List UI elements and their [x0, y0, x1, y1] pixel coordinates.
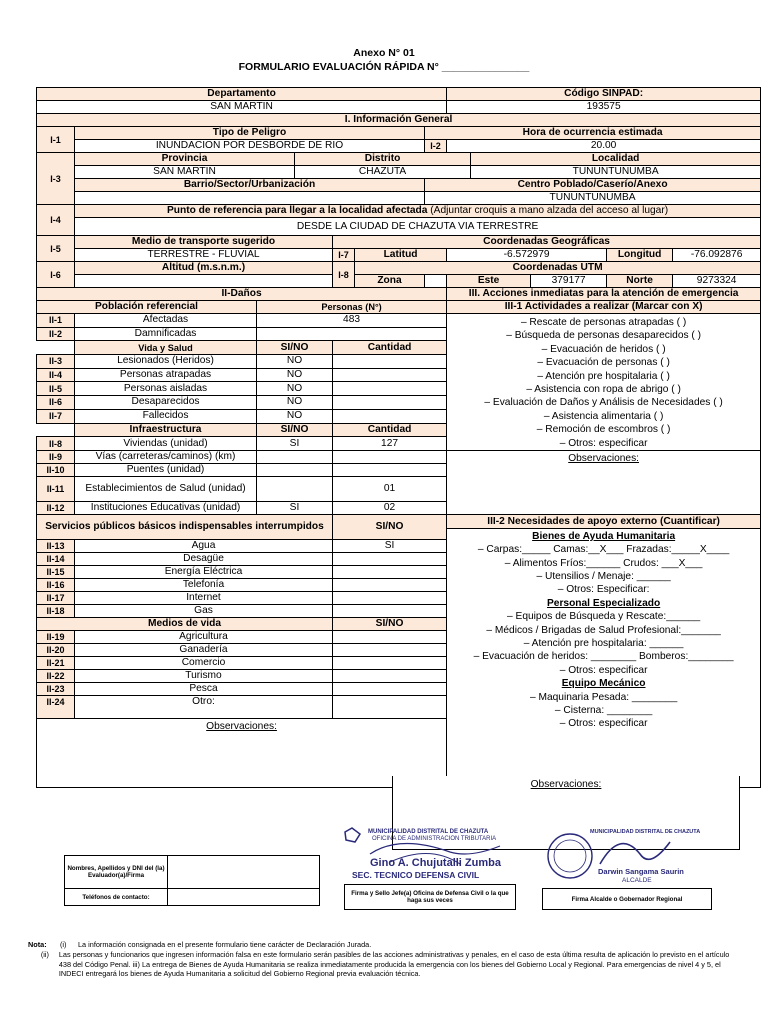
- nombres-label: Nombres, Apellidos y DNI del (la) Evaluador(a)/Firma: [65, 856, 168, 889]
- puentes-label: Puentes (unidad): [75, 463, 257, 476]
- vias-qty[interactable]: [333, 450, 447, 463]
- code-ii5: II-5: [37, 382, 75, 396]
- desaparecidos-sino[interactable]: NO: [257, 396, 333, 410]
- hora-value[interactable]: 20.00: [447, 140, 761, 153]
- salud-sino[interactable]: [257, 476, 333, 501]
- energia-sino[interactable]: [333, 565, 447, 578]
- atrapadas-label: Personas atrapadas: [75, 368, 257, 382]
- code-i7: I-7: [333, 249, 355, 262]
- desaparecidos-label: Desaparecidos: [75, 396, 257, 410]
- puentes-sino[interactable]: [257, 463, 333, 476]
- telefonia-sino[interactable]: [333, 578, 447, 591]
- action-item[interactable]: – Evacuación de personas ( ): [537, 357, 670, 369]
- observaciones-ii-label: Observaciones:: [206, 720, 277, 732]
- code-ii17: II-17: [37, 591, 75, 604]
- otro-label: Otro:: [75, 695, 333, 718]
- code-ii24: II-24: [37, 695, 75, 718]
- educativas-sino[interactable]: SI: [257, 501, 333, 514]
- vida-salud-label: Vida y Salud: [75, 341, 257, 355]
- bienes-carpas[interactable]: – Carpas:_____ Camas:__X___ Frazadas:_____X____: [477, 544, 730, 556]
- code-ii19: II-19: [37, 630, 75, 643]
- hora-label: Hora de ocurrencia estimada: [425, 127, 761, 140]
- este-value[interactable]: 379177: [531, 275, 607, 288]
- turismo-label: Turismo: [75, 669, 333, 682]
- stamp2-name: Darwin Sangama Saurin: [598, 867, 684, 876]
- zona-label: Zona: [355, 275, 425, 288]
- code-ii8: II-8: [37, 437, 75, 451]
- lesionados-qty[interactable]: [333, 355, 447, 369]
- distrito-value[interactable]: CHAZUTA: [295, 166, 471, 179]
- atrapadas-sino[interactable]: NO: [257, 368, 333, 382]
- agua-label: Agua: [75, 539, 333, 552]
- form-title: FORMULARIO EVALUACIÓN RÁPIDA N° _______________: [238, 61, 530, 73]
- observaciones-ii[interactable]: [37, 718, 447, 787]
- tipo-peligro-label: Tipo de Peligro: [75, 127, 425, 140]
- distrito-label: Distrito: [295, 153, 471, 166]
- nota-label: Nota:: [28, 940, 47, 949]
- note-2: Las personas y funcionarios que ingresen información falsa en este formulario serán pasibles de las acciones administrativas y penales, en el caso de esta última resulta de aplicación lo previsto en el artículo 438 del Código Penal. iii) La entrega de Bienes de Ayuda Humanitaria se realiza inmediatamente producida la emergencia con los bienes del Gobierno Local y Regional. Para emergencias de nivel 4 y 5, el INDECI entregará los bienes de Ayuda Humanitaria a solicitud del Gobierno Regional previa evaluación técnica.: [58, 949, 730, 979]
- code-ii1: II-1: [37, 314, 75, 328]
- afectadas-label: Afectadas: [75, 314, 257, 328]
- localidad-label: Localidad: [471, 153, 761, 166]
- section-1-title: I. Información General: [37, 114, 761, 127]
- stamp2-line: MUNICIPALIDAD DISTRITAL DE CHAZUTA: [590, 829, 701, 835]
- stamp1-name: Gino A. Chujutalli Zumba: [370, 857, 501, 869]
- viviendas-sino[interactable]: SI: [257, 437, 333, 451]
- action-item[interactable]: – Atención pre hospitalaria ( ): [537, 370, 670, 382]
- code-ii13: II-13: [37, 539, 75, 552]
- code-i4: I-4: [37, 205, 75, 236]
- firma-jefe-label: Firma y Sello Jefe(a) Oficina de Defensa Civil o la que haga sus veces: [345, 885, 516, 910]
- notes: [28, 940, 740, 979]
- punto-referencia-label-bold: Punto de referencia para llegar a la localidad afectada: [167, 205, 428, 216]
- afectadas-value[interactable]: 483: [257, 314, 447, 328]
- code-ii10: II-10: [37, 463, 75, 476]
- action-item[interactable]: – Otros: especificar: [559, 437, 648, 449]
- desaparecidos-qty[interactable]: [333, 396, 447, 410]
- iii2-cell: [447, 514, 761, 787]
- action-item[interactable]: – Remoción de escombros ( ): [536, 424, 671, 436]
- este-label: Este: [447, 275, 531, 288]
- annex-number: Anexo N° 01: [353, 47, 415, 59]
- internet-sino[interactable]: [333, 591, 447, 604]
- barrio-label: Barrio/Sector/Urbanización: [75, 179, 425, 192]
- stamp1-role: SEC. TECNICO DEFENSA CIVIL: [352, 870, 480, 880]
- internet-label: Internet: [75, 591, 333, 604]
- personal-evacuacion[interactable]: – Evacuación de heridos: ________ Bomberos:________: [473, 651, 734, 663]
- departamento-label: Departamento: [37, 88, 447, 101]
- aisladas-qty[interactable]: [333, 382, 447, 396]
- code-ii4: II-4: [37, 368, 75, 382]
- equipo-maquinaria[interactable]: – Maquinaria Pesada: ________: [529, 691, 678, 703]
- actions-cell: [447, 314, 761, 451]
- code-ii12: II-12: [37, 501, 75, 514]
- personal-atencion[interactable]: – Atención pre hospitalaria: ______: [523, 638, 684, 650]
- code-ii22: II-22: [37, 669, 75, 682]
- personas-label: Personas (N°): [257, 301, 447, 314]
- observaciones-iii1-label: Observaciones:: [568, 452, 639, 464]
- atrapadas-qty[interactable]: [333, 368, 447, 382]
- departamento-value[interactable]: SAN MARTIN: [37, 101, 447, 114]
- stamp1-line2: OFICINA DE ADMINISTRACION TRIBUTARIA: [372, 836, 497, 842]
- servicios-label: Servicios públicos básicos indispensables interrumpidos: [37, 514, 333, 539]
- provincia-value[interactable]: SAN MARTIN: [75, 166, 295, 179]
- action-item[interactable]: – Rescate de personas atrapadas ( ): [520, 317, 687, 328]
- code-i5: I-5: [37, 236, 75, 262]
- jefe-signature-box: [344, 884, 516, 910]
- iii2-title: III-2 Necesidades de apoyo externo (Cuantificar): [447, 515, 760, 529]
- longitud-value[interactable]: -76.092876: [673, 249, 761, 262]
- lesionados-sino[interactable]: NO: [257, 355, 333, 369]
- action-item[interactable]: – Evaluación de Daños y Análisis de Necesidades ( ): [484, 397, 723, 409]
- nombres-field[interactable]: [168, 856, 320, 889]
- turismo-sino[interactable]: [333, 669, 447, 682]
- telefonos-label: Teléfonos de contacto:: [65, 889, 168, 906]
- energia-label: Energía Eléctrica: [75, 565, 333, 578]
- sino-header-medios: SI/NO: [333, 617, 447, 630]
- sino-header-infra: SI/NO: [257, 423, 333, 437]
- personal-busqueda[interactable]: – Equipos de Búsqueda y Rescate:______: [507, 611, 701, 623]
- latitud-label: Latitud: [355, 249, 447, 262]
- transporte-label: Medio de transporte sugerido: [75, 236, 333, 249]
- altitud-label: Altitud (m.s.n.m.): [75, 262, 333, 275]
- code-i3: I-3: [37, 153, 75, 205]
- vias-label: Vías (carreteras/caminos) (km): [75, 450, 257, 463]
- poblacion-label: Población referencial: [37, 301, 257, 314]
- salud-label: Establecimientos de Salud (unidad): [75, 476, 257, 501]
- coordenadas-utm-label: Coordenadas UTM: [355, 262, 761, 275]
- puentes-qty[interactable]: [333, 463, 447, 476]
- lesionados-label: Lesionados (Heridos): [75, 355, 257, 369]
- alcalde-signature-box: [542, 888, 712, 910]
- norte-label: Norte: [607, 275, 673, 288]
- bienes-alimentos[interactable]: – Alimentos Fríos:______ Crudos: ___X___: [504, 557, 703, 569]
- punto-referencia-label: [75, 205, 761, 218]
- infraestructura-label: Infraestructura: [75, 423, 257, 437]
- centro-poblado-value[interactable]: TUNUNTUNUMBA: [425, 192, 761, 205]
- tipo-peligro-value[interactable]: INUNDACION POR DESBORDE DE RIO: [75, 140, 425, 153]
- observaciones-iii1[interactable]: [447, 450, 761, 514]
- equipo-title: Equipo Mecánico: [561, 678, 646, 690]
- observaciones-iii2-label: Observaciones:: [530, 779, 602, 790]
- action-item[interactable]: – Evacuación de heridos ( ): [541, 343, 666, 355]
- stamp2-role: ALCALDE: [622, 877, 652, 884]
- action-item[interactable]: – Búsqueda de personas desaparecidos ( ): [506, 330, 702, 342]
- personal-medicos[interactable]: – Médicos / Brigadas de Salud Profesional:_______: [486, 624, 721, 636]
- comercio-sino[interactable]: [333, 656, 447, 669]
- bienes-utensilios[interactable]: – Utensilios / Menaje: ______: [536, 571, 671, 583]
- telefonia-label: Telefonía: [75, 578, 333, 591]
- equipo-cisterna[interactable]: – Cisterna: ________: [554, 704, 653, 716]
- bienes-otros[interactable]: – Otros: Especificar:: [557, 584, 650, 596]
- note-1-tag: (i): [60, 940, 67, 949]
- salud-qty[interactable]: 01: [333, 476, 447, 501]
- code-ii14: II-14: [37, 552, 75, 565]
- stamp1-line1: MUNICIPALIDAD DISTRITAL DE CHAZUTA: [368, 829, 489, 835]
- code-ii23: II-23: [37, 682, 75, 695]
- code-i2: I-2: [425, 140, 447, 153]
- cantidad-header-infra: Cantidad: [333, 423, 447, 437]
- gas-sino[interactable]: [333, 604, 447, 617]
- agricultura-sino[interactable]: [333, 630, 447, 643]
- code-ii7: II-7: [37, 409, 75, 423]
- latitud-value[interactable]: -6.572979: [447, 249, 607, 262]
- norte-value[interactable]: 9273324: [673, 275, 761, 288]
- punto-referencia-label-note: (Adjuntar croquis a mano alzada del acceso al lugar): [427, 205, 669, 216]
- ganaderia-sino[interactable]: [333, 643, 447, 656]
- educativas-qty[interactable]: 02: [333, 501, 447, 514]
- sino-header-vida: SI/NO: [257, 341, 333, 355]
- sinpad-value[interactable]: 193575: [447, 101, 761, 114]
- altitud-value[interactable]: [75, 275, 333, 288]
- code-i6: I-6: [37, 262, 75, 288]
- personal-otros[interactable]: – Otros: especificar: [559, 664, 648, 676]
- sino-header-serv: SI/NO: [333, 514, 447, 539]
- aisladas-label: Personas aisladas: [75, 382, 257, 396]
- damnificadas-value[interactable]: [257, 327, 447, 341]
- pesca-label: Pesca: [75, 682, 333, 695]
- code-ii20: II-20: [37, 643, 75, 656]
- coordenadas-geo-label: Coordenadas Geográficas: [333, 236, 761, 249]
- evaluator-box: [64, 855, 320, 906]
- provincia-label: Provincia: [75, 153, 295, 166]
- zona-value[interactable]: [425, 275, 447, 288]
- actions-list: [449, 316, 758, 450]
- section-2-title: II-Daños: [37, 288, 447, 301]
- localidad-value[interactable]: TUNUNTUNUMBA: [471, 166, 761, 179]
- agricultura-label: Agricultura: [75, 630, 333, 643]
- code-i8: I-8: [333, 262, 355, 288]
- firma-alcalde-label: Firma Alcalde o Gobernador Regional: [543, 889, 712, 910]
- desague-label: Desagüe: [75, 552, 333, 565]
- desague-sino[interactable]: [333, 552, 447, 565]
- code-i1: I-1: [37, 127, 75, 153]
- pesca-sino[interactable]: [333, 682, 447, 695]
- code-ii6: II-6: [37, 396, 75, 410]
- iii1-title: III-1 Actividades a realizar (Marcar con X): [447, 301, 761, 314]
- code-ii16: II-16: [37, 578, 75, 591]
- equipo-otros[interactable]: – Otros: especificar: [559, 718, 648, 730]
- code-ii21: II-21: [37, 656, 75, 669]
- aisladas-sino[interactable]: NO: [257, 382, 333, 396]
- action-item[interactable]: – Asistencia con ropa de abrigo ( ): [526, 383, 681, 395]
- code-ii18: II-18: [37, 604, 75, 617]
- cantidad-header-vida: Cantidad: [333, 341, 447, 355]
- comercio-label: Comercio: [75, 656, 333, 669]
- barrio-value[interactable]: [75, 192, 425, 205]
- otro-sino[interactable]: [333, 695, 447, 718]
- note-1: La información consignada en el presente formulario tiene carácter de Declaración Jurada.: [78, 940, 372, 949]
- fallecidos-qty[interactable]: [333, 409, 447, 423]
- code-ii15: II-15: [37, 565, 75, 578]
- fallecidos-label: Fallecidos: [75, 409, 257, 423]
- section-3-title: III. Acciones inmediatas para la atención de emergencia: [447, 288, 761, 301]
- damnificadas-label: Damnificadas: [75, 327, 257, 341]
- viviendas-qty[interactable]: 127: [333, 437, 447, 451]
- code-ii3: II-3: [37, 355, 75, 369]
- educativas-label: Instituciones Educativas (unidad): [75, 501, 257, 514]
- transporte-value[interactable]: TERRESTRE - FLUVIAL: [75, 249, 333, 262]
- viviendas-label: Viviendas (unidad): [75, 437, 257, 451]
- evaluation-form: [36, 87, 761, 787]
- telefonos-field[interactable]: [168, 889, 320, 906]
- code-ii2: II-2: [37, 327, 75, 341]
- sinpad-label: Código SINPAD:: [447, 88, 761, 101]
- code-ii9: II-9: [37, 450, 75, 463]
- gas-label: Gas: [75, 604, 333, 617]
- vias-sino[interactable]: [257, 450, 333, 463]
- medios-vida-label: Medios de vida: [37, 617, 333, 630]
- bienes-title: Bienes de Ayuda Humanitaria: [532, 530, 676, 542]
- action-item[interactable]: – Asistencia alimentaria ( ): [543, 410, 664, 422]
- longitud-label: Longitud: [607, 249, 673, 262]
- fallecidos-sino[interactable]: NO: [257, 409, 333, 423]
- personal-title: Personal Especializado: [546, 597, 661, 609]
- centro-poblado-label: Centro Poblado/Caserío/Anexo: [425, 179, 761, 192]
- code-ii11: II-11: [37, 476, 75, 501]
- agua-sino[interactable]: SI: [333, 539, 447, 552]
- note-2-tag: (ii): [40, 949, 49, 959]
- ganaderia-label: Ganadería: [75, 643, 333, 656]
- punto-referencia-value[interactable]: DESDE LA CIUDAD DE CHAZUTA VIA TERRESTRE: [75, 218, 761, 236]
